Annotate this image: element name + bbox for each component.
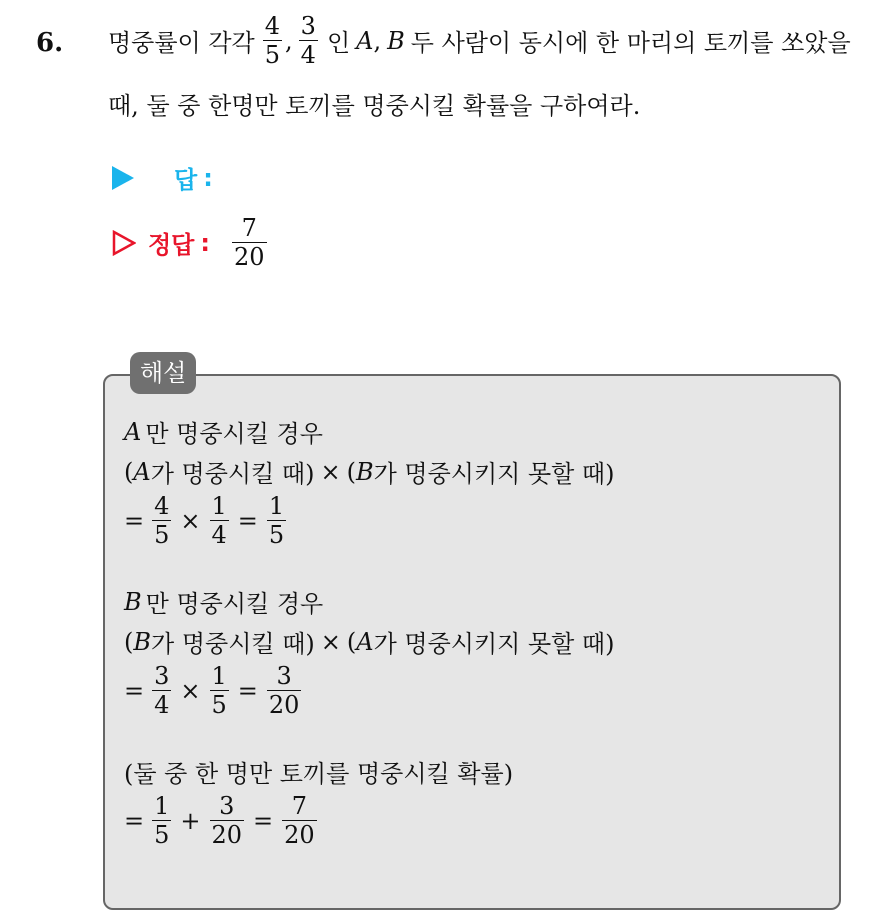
- fraction: $\frac{3}{4}$: [300, 12, 316, 69]
- outline-play-icon: [112, 230, 136, 256]
- b-heading: B 만 명중시킬 경우: [124, 587, 324, 618]
- question-line-2: 때, 둘 중 한명만 토끼를 명중시킬 확률을 구하여라.: [108, 92, 641, 120]
- a-expression: ( A 가 명중시킬 때) × ( B 가 명중시키지 못할 때): [124, 457, 615, 488]
- question-number: 6.: [36, 28, 64, 58]
- total-calculation: = $\frac{1}{5}$ + $\frac{3}{20}$ = $\frac{7}{20}$: [124, 792, 315, 849]
- a-heading: A 만 명중시킬 경우: [124, 417, 323, 448]
- question-text-pre: 명중률이 각각: [108, 29, 255, 57]
- play-icon: [112, 166, 134, 190]
- correct-answer-value: $\frac{7}{20}$: [233, 214, 265, 271]
- correct-answer-label: 정답: [148, 231, 195, 259]
- a-calculation: = $\frac{4}{5}$ × $\frac{1}{4}$ = $\frac{1}{5}$: [124, 492, 285, 549]
- explanation-tag: 해설: [130, 352, 196, 394]
- fraction: $\frac{4}{5}$: [264, 12, 281, 69]
- correct-answer-row: 정답 : $\frac{7}{20}$: [112, 216, 270, 269]
- answer-label: 답: [174, 166, 198, 194]
- b-calculation: = $\frac{3}{4}$ × $\frac{1}{5}$ = $\frac{3}{20}$: [124, 662, 300, 719]
- question-line-1: 명중률이 각각 $\frac{4}{5}$ , $\frac{3}{4}$ 인 A , B 두 사람이 동시에 한 마리의 토끼를 쏘았을: [108, 12, 851, 69]
- total-heading: (둘 중 한 명만 토끼를 명중시킬 확률): [124, 760, 514, 788]
- answer-row: 답 :: [112, 160, 213, 195]
- b-expression: ( B 가 명중시킬 때) × ( A 가 명중시키지 못할 때): [124, 627, 615, 658]
